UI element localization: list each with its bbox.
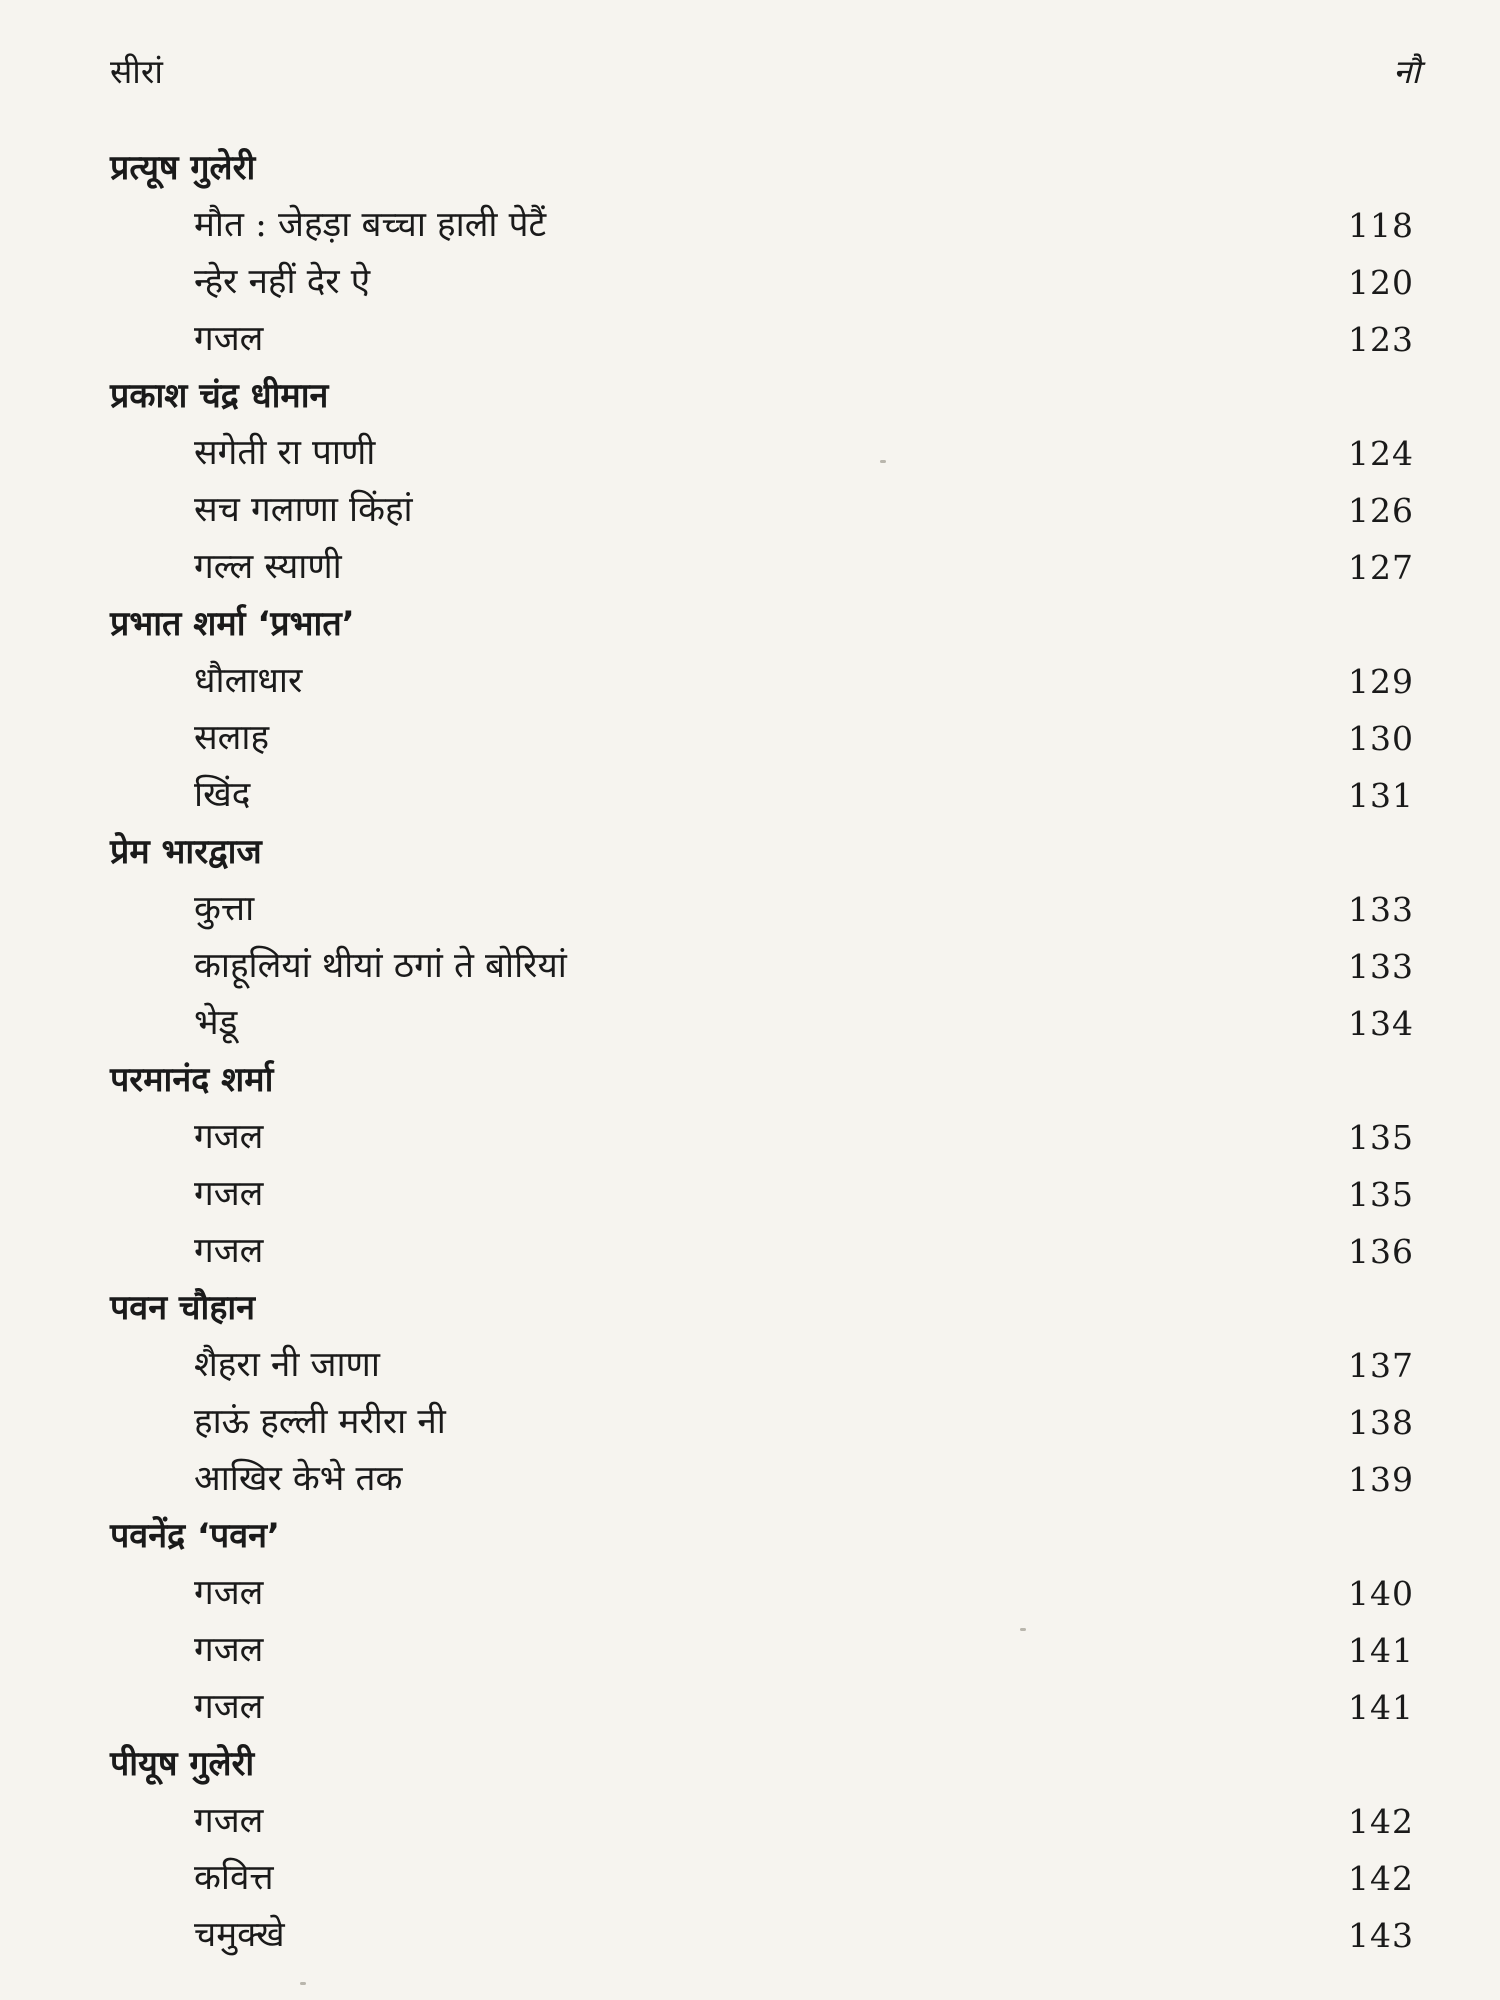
paper-speck [880,460,886,463]
entry-title: गजल [194,1801,264,1841]
entry-page-number: 143 [1348,1916,1414,1955]
toc-entry [110,767,1420,824]
toc-entry [110,1907,1420,1964]
toc-entry [110,1850,1420,1907]
entry-page-number: 130 [1348,719,1414,758]
entry-title: कवित्त [194,1858,274,1898]
toc-section [110,1280,1420,1508]
entry-page-number: 136 [1348,1232,1414,1271]
entry-page-number: 139 [1348,1460,1414,1499]
entry-title: गजल [194,1174,264,1214]
author-heading: पीयूष गुलेरी [110,1744,255,1784]
toc-entry [110,1166,1420,1223]
entry-title: न्हेर नहीं देर ऐ [194,262,371,302]
page-number: नौ [1393,52,1420,91]
toc-section [110,368,1420,596]
entry-page-number: 129 [1348,662,1414,701]
entry-page-number: 141 [1348,1631,1414,1670]
toc-entry [110,539,1420,596]
entry-title: गजल [194,1117,264,1157]
entry-title: कुत्ता [194,889,255,929]
toc-entry [110,938,1420,995]
entry-title: गजल [194,319,264,359]
entry-page-number: 123 [1348,320,1414,359]
entry-page-number: 141 [1348,1688,1414,1727]
toc-section [110,140,1420,368]
entry-page-number: 124 [1348,434,1414,473]
author-heading: प्रकाश चंद्र धीमान [110,376,329,416]
toc-entry [110,710,1420,767]
entry-title: चमुक्खे [194,1915,285,1955]
toc-entry [110,881,1420,938]
toc-entry [110,482,1420,539]
running-head [110,48,1420,98]
entry-page-number: 137 [1348,1346,1414,1385]
paper-speck [1020,1628,1026,1631]
toc-entry [110,1679,1420,1736]
entry-title: शैहरा नी जाणा [194,1345,380,1385]
toc-entry [110,425,1420,482]
author-heading: प्रत्यूष गुलेरी [110,148,256,188]
entry-title: हाऊं हल्ली मरीरा नी [194,1402,446,1442]
entry-page-number: 140 [1348,1574,1414,1613]
paper-speck [300,1982,306,1985]
entry-title: गजल [194,1630,264,1670]
entry-title: गजल [194,1573,264,1613]
entry-page-number: 118 [1348,206,1414,245]
entry-title: सगेती रा पाणी [194,433,376,473]
toc-section [110,1508,1420,1736]
toc-entry [110,311,1420,368]
entry-title: धौलाधार [194,661,303,701]
entry-title: गजल [194,1687,264,1727]
entry-page-number: 138 [1348,1403,1414,1442]
entry-title: भेडू [194,1003,238,1043]
toc-section [110,596,1420,824]
entry-title: सच गलाणा किंहां [194,490,413,530]
entry-title: सलाह [194,718,270,758]
toc-entry [110,1793,1420,1850]
entry-title: गजल [194,1231,264,1271]
toc-entry [110,1565,1420,1622]
entry-page-number: 133 [1348,890,1414,929]
toc-entry [110,1223,1420,1280]
entry-page-number: 126 [1348,491,1414,530]
entry-page-number: 134 [1348,1004,1414,1043]
entry-title: खिंद [194,775,251,815]
toc-entry [110,1622,1420,1679]
entry-page-number: 135 [1348,1175,1414,1214]
entry-title: काहूलियां थीयां ठगां ते बोरियां [194,946,567,986]
author-heading: परमानंद शर्मा [110,1060,274,1100]
author-heading: पवनेंद्र ‘पवन’ [110,1516,280,1556]
toc-entry [110,1337,1420,1394]
toc-entry [110,254,1420,311]
table-of-contents [110,140,1420,1964]
toc-section [110,824,1420,1052]
entry-page-number: 133 [1348,947,1414,986]
entry-page-number: 120 [1348,263,1414,302]
entry-page-number: 127 [1348,548,1414,587]
entry-page-number: 142 [1348,1802,1414,1841]
toc-entry [110,1109,1420,1166]
author-heading: प्रेम भारद्वाज [110,832,262,872]
toc-entry [110,653,1420,710]
author-heading: पवन चौहान [110,1288,256,1328]
entry-title: आखिर केभे तक [194,1459,403,1499]
toc-entry [110,1394,1420,1451]
entry-page-number: 131 [1348,776,1414,815]
entry-page-number: 135 [1348,1118,1414,1157]
toc-entry [110,995,1420,1052]
toc-section [110,1736,1420,1964]
entry-page-number: 142 [1348,1859,1414,1898]
toc-entry [110,197,1420,254]
toc-section [110,1052,1420,1280]
toc-entry [110,1451,1420,1508]
entry-title: मौत : जेहड़ा बच्चा हाली पेटैं [194,205,547,245]
entry-title: गल्ल स्याणी [194,547,342,587]
author-heading: प्रभात शर्मा ‘प्रभात’ [110,604,355,644]
running-title: सीरां [110,52,163,91]
